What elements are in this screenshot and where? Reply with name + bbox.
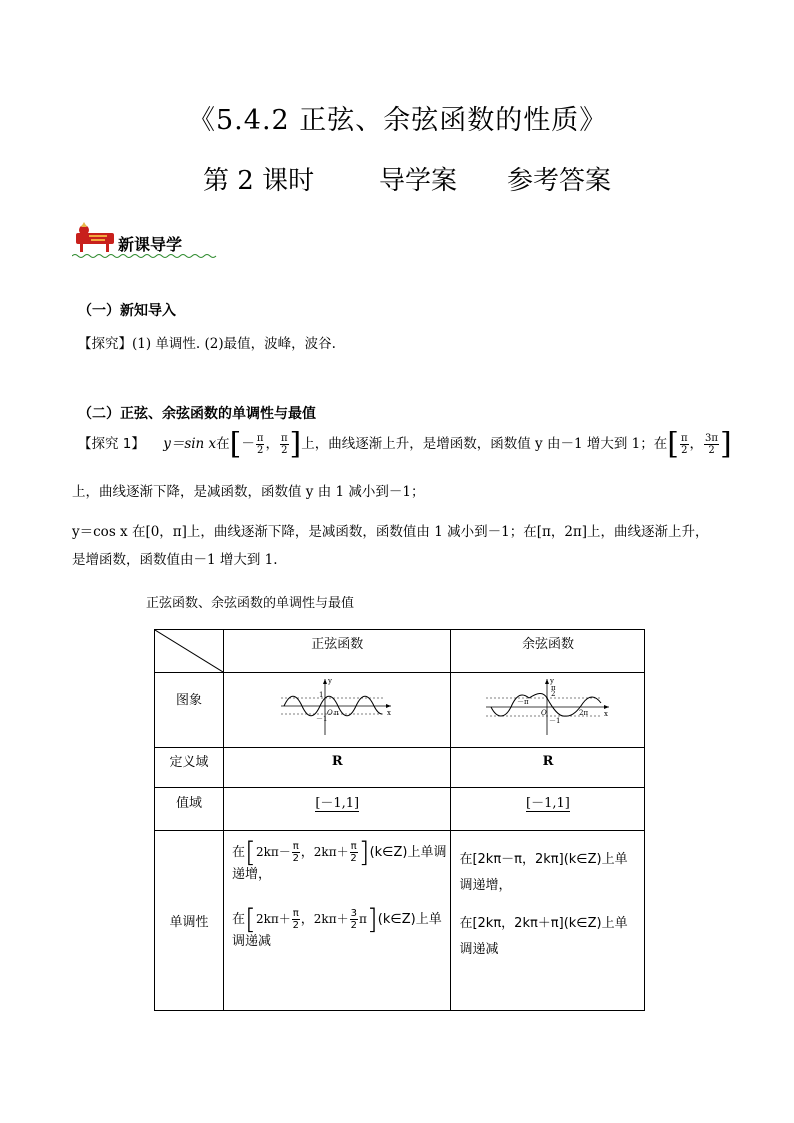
- cos-line2: 是增函数，函数值由－1 增大到 1.: [72, 552, 278, 568]
- sin-graph-cell: [224, 673, 451, 748]
- sin-pi-label: π: [334, 709, 339, 717]
- bracket-left: [: [667, 426, 679, 462]
- sin-inc-tail: (k∈Z)上单调: [369, 845, 447, 860]
- bracket-left: [: [229, 426, 242, 462]
- cos-origin-label: O: [541, 709, 548, 717]
- banner-underline: [72, 253, 217, 259]
- frac-den: 2: [350, 853, 357, 864]
- answer-label: 参考答案: [507, 166, 612, 196]
- neg-sign: －: [241, 436, 255, 452]
- mono-cos: [451, 831, 645, 1011]
- table-caption: 正弦函数、余弦函数的单调性与最值: [146, 596, 355, 611]
- explore1-tag: 【探究 1】: [78, 436, 145, 452]
- comma: ，: [689, 436, 704, 452]
- bracket-left: [: [245, 835, 256, 869]
- explore1-line1: [78, 426, 732, 462]
- sin-x-label: x: [387, 709, 391, 717]
- cos-dec-end: 调递减: [459, 942, 499, 957]
- text-zai: 在: [232, 845, 246, 860]
- range-sin: [224, 788, 451, 831]
- frac-num: π: [350, 841, 357, 852]
- sin-dec-tail: (k∈Z)上单: [377, 912, 442, 927]
- cos-line1: y＝cos x 在[0，π]上，曲线逐渐下降，是减函数，函数值由 1 减小到－1；在[π，2π]上，曲线逐渐上升，: [72, 524, 709, 540]
- sin-graph: [224, 673, 446, 747]
- sin-function: y＝sin x: [163, 436, 217, 452]
- sin-inc-line: 在[2kπ－ $\frac{\pi}{2}$ ，2kπ＋ $\frac{\pi}{2}$ ](k∈Z)上单调: [232, 835, 447, 869]
- cos-pi-half-den: 2: [551, 690, 556, 698]
- sin-line2: 上，曲线逐渐下降，是减函数，函数值 y 由 1 减小到－1；: [72, 484, 425, 500]
- cos-inc-end: 调递增，: [459, 878, 512, 893]
- comma: ，: [265, 436, 279, 452]
- range-sin-value: [－1,1]: [315, 796, 360, 811]
- frac-num: π: [256, 433, 264, 444]
- lesson-label: 第 2 课时: [203, 166, 315, 196]
- frac-num: 3: [350, 908, 357, 919]
- sin-dec-end: 调递减: [232, 934, 272, 949]
- frac-3-half: [350, 908, 358, 931]
- sin-line1-text: 上，曲线逐渐上升，是增函数，函数值 y 由－1 增大到 1；在: [301, 436, 668, 452]
- bracket-right: ]: [289, 426, 302, 462]
- frac-num: π: [680, 433, 688, 444]
- frac-num: 3π: [705, 433, 718, 444]
- header-cos: 余弦函数: [451, 630, 645, 673]
- frac-den: 2: [281, 445, 288, 456]
- row-range-label: 值域: [155, 788, 224, 831]
- header-sin: 正弦函数: [224, 630, 451, 673]
- range-cos-value: [－1,1]: [526, 796, 570, 811]
- expr-2kpi-plus: 2kπ＋: [313, 845, 349, 859]
- part1-heading: （一）新知导入: [78, 303, 176, 319]
- sin-y-label: y: [328, 677, 332, 685]
- sin-inc-end: 递增，: [232, 867, 272, 882]
- page-title: 《5.4.2 正弦、余弦函数的性质》: [188, 105, 608, 136]
- frac-den: 2: [292, 920, 299, 931]
- part2-heading: （二）正弦、余弦函数的单调性与最值: [78, 406, 316, 422]
- expr-pi: π: [358, 912, 367, 926]
- cos-graph-cell: [451, 673, 645, 748]
- frac-pi-half: [350, 841, 358, 864]
- properties-table: [154, 629, 645, 1011]
- frac-num: π: [292, 908, 299, 919]
- sin-dec-line: 在[2kπ＋ $\frac{\pi}{2}$ ，2kπ＋ $\frac{3}{2}$ π](k∈Z)上单: [232, 902, 442, 936]
- expr-2kpi-minus: 2kπ－: [255, 845, 291, 859]
- cos-neg-pi-label: －π: [517, 698, 530, 706]
- frac-den: 2: [681, 445, 688, 456]
- frac-3pi-half: [704, 433, 719, 456]
- sin-neg-one-label: －1: [316, 715, 328, 723]
- range-cos: [451, 788, 645, 831]
- cos-graph: [451, 673, 644, 747]
- cos-x-label: x: [604, 710, 609, 718]
- sin-origin-label: O: [327, 709, 333, 717]
- cos-y-label: y: [550, 677, 555, 685]
- frac-pi-half: [292, 908, 300, 931]
- cos-pi-half-num: π: [551, 684, 557, 692]
- domain-cos: R: [451, 748, 645, 788]
- section-banner-label: 新课导学: [118, 235, 183, 254]
- frac-den: 2: [350, 920, 357, 931]
- cos-dec-line: 在[2kπ，2kπ＋π](k∈Z)上单: [459, 916, 628, 931]
- bracket-right: ]: [719, 426, 732, 462]
- bracket-right: ]: [366, 902, 378, 936]
- row-mono-label: 单调性: [155, 831, 224, 1011]
- row-graph-label: 图象: [155, 673, 224, 748]
- cos-inc-line: 在[2kπ－π，2kπ](k∈Z)上单: [459, 852, 628, 867]
- part1-explore: [78, 332, 336, 352]
- sin-one-label: 1: [319, 691, 324, 699]
- cos-neg-one-label: －1: [549, 717, 561, 725]
- text-zai: 在: [232, 912, 246, 927]
- frac-num: π: [280, 433, 288, 444]
- frac-den: 2: [292, 853, 299, 864]
- cos-2pi-label: 2π: [579, 709, 589, 717]
- expr-2kpi-plus: 2kπ＋: [313, 912, 349, 926]
- row-domain-label: 定义域: [155, 748, 224, 788]
- mono-sin: [224, 831, 451, 1011]
- bracket-right: ]: [358, 835, 370, 869]
- frac-pi-half: [292, 841, 300, 864]
- explore-tag: 【探究】: [78, 336, 132, 352]
- frac-pi-half: [680, 433, 689, 456]
- bracket-left: [: [245, 902, 256, 936]
- guide-label: 导学案: [379, 166, 458, 196]
- frac-den: 2: [708, 445, 715, 456]
- frac-den: 2: [256, 445, 264, 456]
- frac-num: π: [292, 841, 299, 852]
- diagonal-line: [155, 630, 223, 672]
- frac-pi-half: [256, 433, 265, 456]
- domain-sin: R: [224, 748, 451, 788]
- text-zai: 在: [216, 436, 230, 452]
- frac-pi-half: [280, 433, 289, 456]
- banner-icon: [72, 220, 118, 256]
- explore-text: (1) 单调性. (2)最值，波峰，波谷.: [132, 336, 336, 352]
- expr-2kpi-plus: 2kπ＋: [255, 912, 291, 926]
- corner-cell: [155, 630, 224, 673]
